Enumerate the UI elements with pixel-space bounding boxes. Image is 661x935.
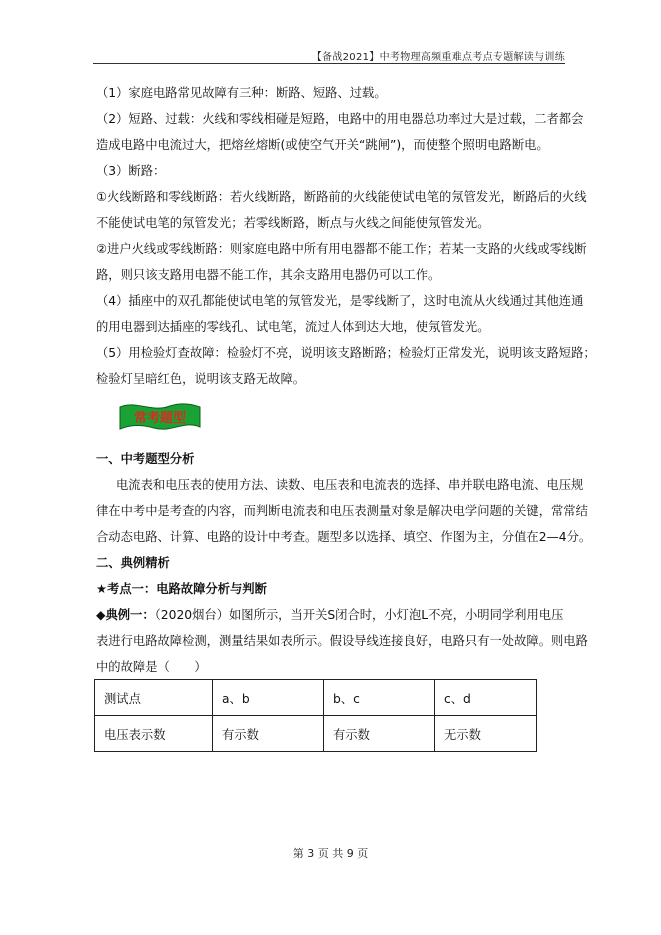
body-line: （4）插座中的双孔都能使试电笔的氖管发光，是零线断了，这时电流从火线通过其他连通	[96, 294, 584, 308]
page-header: 【备战2021】中考物理高频重难点考点专题解读与训练	[311, 52, 565, 63]
banner-label: 常考题型	[133, 411, 187, 426]
body-line: 造成电路中电流过大，把熔丝熔断(或使空气开关“跳闸”)，而使整个照明电路断电。	[96, 138, 549, 152]
body-line: （2）短路、过载：火线和零线相碰是短路，电路中的用电器总功率过大是过载，二者都会	[96, 112, 584, 126]
paragraph-line: 电流表和电压表的使用方法、读数、电压表和电流表的选择、串并联电路电流、电压规	[116, 478, 584, 492]
body-line: ②进户火线或零线断路：则家庭电路中所有用电器都不能工作；若某一支路的火线或零线断	[96, 242, 587, 256]
example-label: ◆典例一：	[96, 608, 155, 622]
body-line: ①火线断路和零线断路：若火线断路，断路前的火线能使试电笔的氖管发光，断路后的火线	[96, 190, 587, 204]
table-cell: b、c	[324, 680, 435, 716]
page-footer: 第 3 页 共 9 页	[292, 847, 369, 860]
example-line: 中的故障是（ ）	[96, 660, 207, 674]
table-cell: 电压表示数	[95, 716, 213, 752]
example-text: （2020烟台）如图所示，当开关S闭合时，小灯泡L不亮，小明同学利用电压	[154, 608, 564, 622]
section-heading: 一、中考题型分析	[96, 452, 195, 466]
body-line: 路，则只该支路用电器不能工作，其余支路用电器仍可以工作。	[96, 268, 441, 282]
section-banner	[118, 401, 202, 433]
body-line: 检验灯呈暗红色，说明该支路无故障。	[96, 372, 306, 386]
example-line	[96, 607, 563, 623]
table-cell: 无示数	[435, 716, 537, 752]
paragraph-line: 合动态电路、计算、电路的设计中考查。题型多以选择、填空、作图为主，分值在2—4分。	[96, 530, 592, 544]
table-cell: 有示数	[213, 716, 324, 752]
point-heading: ★考点一：电路故障分析与判断	[96, 582, 267, 596]
table-cell: a、b	[213, 680, 324, 716]
header-divider	[93, 63, 565, 64]
body-line: 的用电器到达插座的零线孔、试电笔，流过人体到达大地，使氖管发光。	[96, 320, 490, 334]
body-line: （3）断路：	[96, 164, 166, 178]
body-line: （5）用检验灯查故障：检验灯不亮，说明该支路断路；检验灯正常发光，说明该支路短路；	[96, 346, 596, 360]
paragraph-line: 律在中考中是考查的内容，而判断电流表和电压表测量对象是解决电学问题的关键，常常结	[96, 504, 588, 518]
table-cell: 有示数	[324, 716, 435, 752]
table-cell: c、d	[435, 680, 537, 716]
table-cell: 测试点	[95, 680, 213, 716]
table-row	[95, 680, 537, 716]
measurement-table	[94, 679, 537, 752]
example-line: 表进行电路故障检测，测量结果如表所示。假设导线连接良好，电路只有一处故障。则电路	[96, 634, 588, 648]
body-line: （1）家庭电路常见故障有三种：断路、短路、过载。	[96, 86, 387, 100]
body-line: 不能使试电笔的氖管发光；若零线断路，断点与火线之间能使氖管发光。	[96, 216, 490, 230]
section-heading: 二、典例精析	[96, 556, 170, 570]
table-row	[95, 716, 537, 752]
